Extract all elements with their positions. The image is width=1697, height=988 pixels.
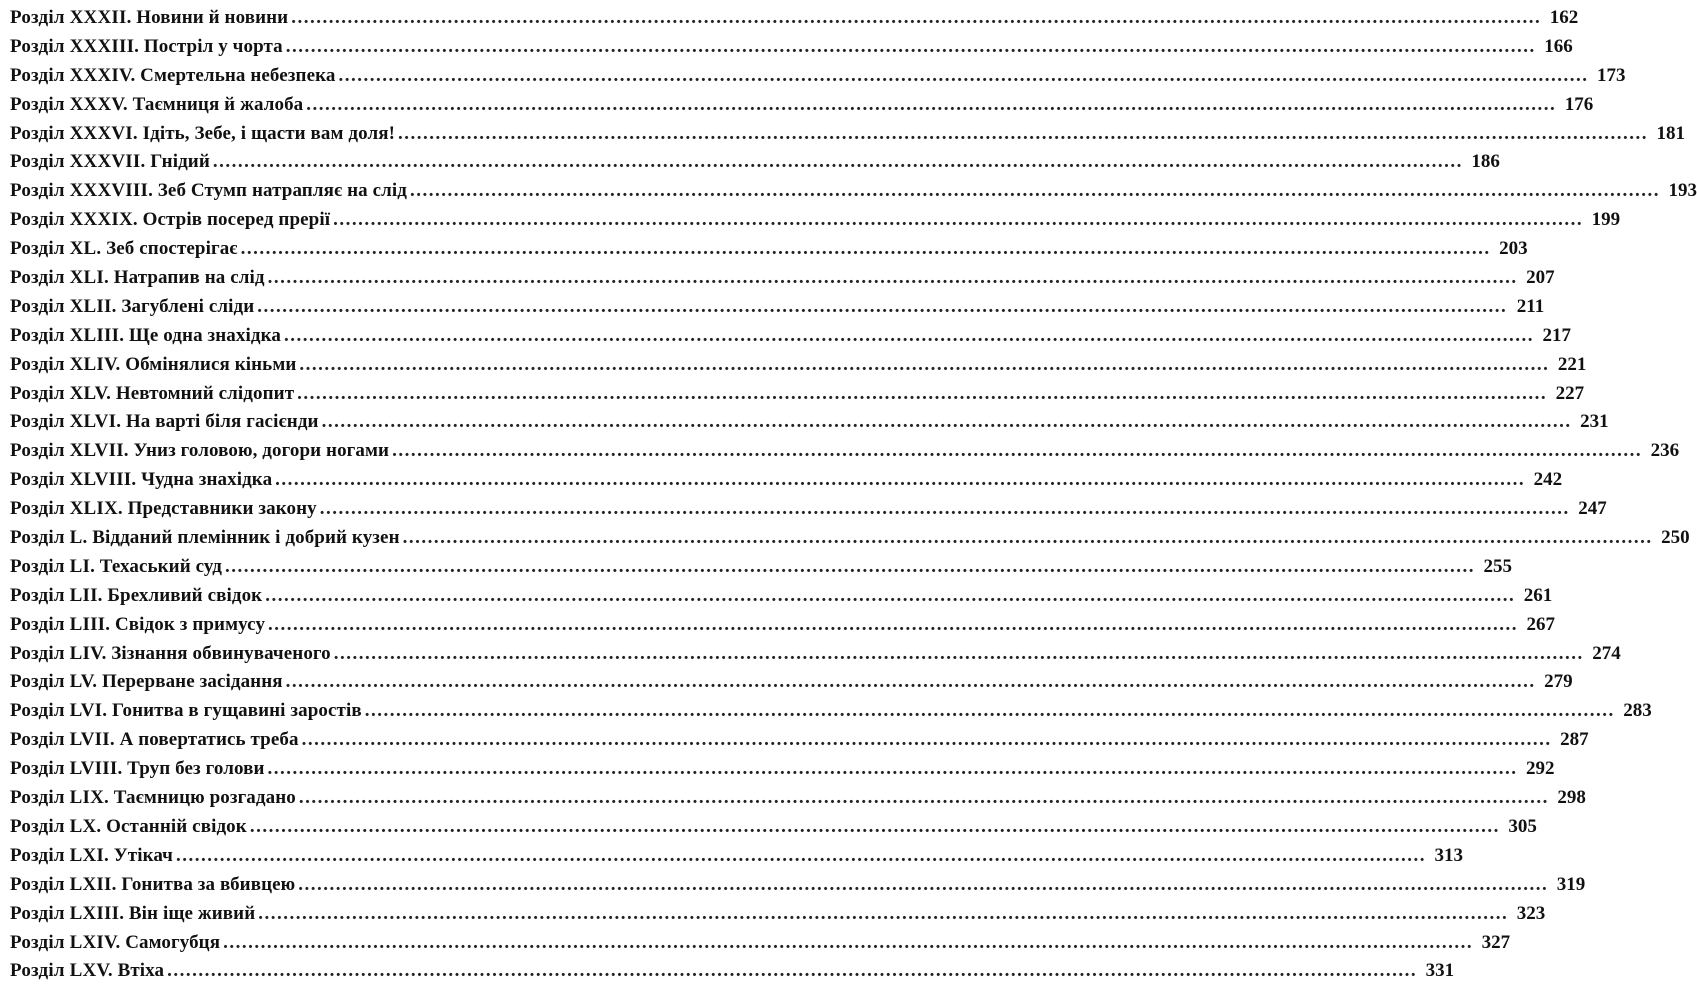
toc-entry xyxy=(10,33,1573,62)
dot-leader: ........................................................................................................................................................................................................ xyxy=(333,209,1584,231)
chapter-label: Розділ XXXVII. xyxy=(10,151,146,173)
page-number: 287 xyxy=(1560,729,1589,751)
page-number: 186 xyxy=(1471,151,1500,173)
chapter-title: Зеб Стумп натрапляє на слід xyxy=(157,180,408,202)
chapter-label: Розділ XLIV. xyxy=(10,353,121,375)
toc-entry xyxy=(10,524,1690,553)
page-number: 279 xyxy=(1544,671,1573,693)
dot-leader: ........................................................................................................................................................................................................ xyxy=(398,122,1649,144)
page-number: 193 xyxy=(1668,180,1697,202)
chapter-label: Розділ XL. xyxy=(10,238,102,260)
page-number: 162 xyxy=(1549,7,1579,28)
chapter-label: Розділ XXXIX. xyxy=(10,209,138,231)
chapter-title: Униз головою, догори ногами xyxy=(133,440,390,462)
dot-leader: ........................................................................................................................................................................................................ xyxy=(225,555,1476,577)
chapter-label: Розділ XXXIII. xyxy=(10,35,140,57)
toc-entry xyxy=(10,900,1546,929)
dot-leader: ........................................................................................................................................................................................................ xyxy=(283,324,1534,346)
page-number: 231 xyxy=(1580,411,1609,433)
toc-entry xyxy=(10,929,1511,958)
dot-leader: ........................................................................................................................................................................................................ xyxy=(321,411,1572,433)
chapter-label: Розділ LX. xyxy=(10,815,102,837)
toc-entry xyxy=(10,120,1686,149)
chapter-label: Розділ LI. xyxy=(10,555,96,577)
chapter-title: Новини й новини xyxy=(136,7,289,28)
chapter-title: Представники закону xyxy=(127,498,317,520)
chapter-title: Гнідий xyxy=(150,151,210,173)
chapter-label: Розділ LXIII. xyxy=(10,902,125,924)
toc-entry xyxy=(10,553,1513,582)
toc-entry xyxy=(10,264,1555,293)
chapter-label: Розділ XLII. xyxy=(10,295,117,317)
chapter-label: Розділ LXV. xyxy=(10,960,113,982)
toc-entry xyxy=(10,582,1553,611)
toc-entry xyxy=(10,466,1563,495)
dot-leader: ........................................................................................................................................................................................................ xyxy=(402,527,1653,549)
chapter-label: Розділ XLV. xyxy=(10,382,112,404)
page-number: 283 xyxy=(1623,700,1652,722)
page-number: 217 xyxy=(1542,324,1571,346)
page-number: 199 xyxy=(1591,209,1621,231)
toc-entry xyxy=(10,206,1621,235)
dot-leader: ........................................................................................................................................................................................................ xyxy=(291,7,1542,28)
page-number: 319 xyxy=(1556,873,1586,895)
page-number: 242 xyxy=(1533,469,1563,491)
page-number: 323 xyxy=(1516,902,1546,924)
dot-leader: ........................................................................................................................................................................................................ xyxy=(298,873,1549,895)
toc-entry xyxy=(10,62,1626,91)
chapter-title: Невтомний слідопит xyxy=(115,382,295,404)
page-number: 261 xyxy=(1523,584,1553,606)
dot-leader: ........................................................................................................................................................................................................ xyxy=(297,382,1548,404)
toc-entry xyxy=(10,726,1589,755)
chapter-label: Розділ LIII. xyxy=(10,613,111,635)
page-number: 207 xyxy=(1526,267,1555,289)
chapter-label: Розділ XXXV. xyxy=(10,93,128,115)
page-number: 173 xyxy=(1596,64,1626,86)
toc-entry xyxy=(10,408,1609,437)
dot-leader: ........................................................................................................................................................................................................ xyxy=(285,671,1536,693)
dot-leader: ........................................................................................................................................................................................................ xyxy=(306,93,1557,115)
page-number: 267 xyxy=(1526,613,1556,635)
chapter-title: Брехливий свідок xyxy=(107,584,263,606)
dot-leader: ........................................................................................................................................................................................................ xyxy=(212,151,1463,173)
toc-entry xyxy=(10,293,1545,322)
chapter-label: Розділ XXXVI. xyxy=(10,122,138,144)
chapter-title: Таємниця й жалоба xyxy=(132,93,304,115)
chapter-title: Обмінялися кіньми xyxy=(125,353,297,375)
page-number: 211 xyxy=(1516,295,1545,317)
chapter-title: Ідіть, Зебе, і щасти вам доля! xyxy=(142,122,396,144)
chapter-title: Гонитва за вбивцею xyxy=(121,873,296,895)
page-number: 247 xyxy=(1578,498,1607,520)
dot-leader: ........................................................................................................................................................................................................ xyxy=(167,960,1418,982)
dot-leader: ........................................................................................................................................................................................................ xyxy=(268,613,1519,635)
page-number: 221 xyxy=(1557,353,1587,375)
dot-leader: ........................................................................................................................................................................................................ xyxy=(240,238,1491,260)
chapter-label: Розділ LVII. xyxy=(10,729,115,751)
chapter-title: А повертатись треба xyxy=(119,729,299,751)
chapter-label: Розділ XLVII. xyxy=(10,440,129,462)
chapter-title: На варті біля гасієнди xyxy=(125,411,319,433)
chapter-title: Гонитва в гущавині заростів xyxy=(111,700,362,722)
dot-leader: ........................................................................................................................................................................................................ xyxy=(319,498,1570,520)
page-number: 255 xyxy=(1483,555,1513,577)
chapter-label: Розділ XLI. xyxy=(10,267,109,289)
chapter-title: Самогубця xyxy=(125,931,221,953)
chapter-title: Перерване засідання xyxy=(101,671,283,693)
chapter-title: Острів посеред прерії xyxy=(142,209,331,231)
chapter-title: Труп без голови xyxy=(127,758,265,780)
toc-entry xyxy=(10,4,1579,33)
page-number: 274 xyxy=(1592,642,1621,664)
chapter-title: Ще одна знахідка xyxy=(128,324,281,346)
toc-entry xyxy=(10,755,1555,784)
toc-entry xyxy=(10,177,1697,206)
chapter-label: Розділ LIV. xyxy=(10,642,107,664)
chapter-label: Розділ XXXIV. xyxy=(10,64,136,86)
toc-entry xyxy=(10,351,1587,380)
chapter-label: Розділ XLVIII. xyxy=(10,469,137,491)
page-number: 313 xyxy=(1434,844,1463,866)
page-number: 327 xyxy=(1481,931,1511,953)
page-number: 203 xyxy=(1499,238,1528,260)
dot-leader: ........................................................................................................................................................................................................ xyxy=(267,267,1518,289)
dot-leader: ........................................................................................................................................................................................................ xyxy=(257,295,1508,317)
page-number: 292 xyxy=(1526,758,1555,780)
chapter-title: Натрапив на слід xyxy=(113,267,265,289)
toc-entry xyxy=(10,148,1500,177)
chapter-title: Свідок з примусу xyxy=(114,613,266,635)
page-number: 331 xyxy=(1425,960,1455,982)
chapter-title: Відданий племінник і добрий кузен xyxy=(92,527,400,549)
chapter-title: Зеб спостерігає xyxy=(106,238,238,260)
chapter-label: Розділ XLIX. xyxy=(10,498,123,520)
chapter-label: Розділ LXI. xyxy=(10,844,109,866)
dot-leader: ........................................................................................................................................................................................................ xyxy=(223,931,1474,953)
chapter-label: Розділ LVI. xyxy=(10,700,108,722)
page-number: 166 xyxy=(1544,35,1573,57)
dot-leader: ........................................................................................................................................................................................................ xyxy=(299,353,1550,375)
chapter-title: Загублені сліди xyxy=(121,295,255,317)
toc-entry xyxy=(10,784,1586,813)
page-number: 305 xyxy=(1508,815,1537,837)
chapter-label: Розділ L. xyxy=(10,527,88,549)
chapter-label: Розділ XXXII. xyxy=(10,7,132,28)
dot-leader: ........................................................................................................................................................................................................ xyxy=(392,440,1643,462)
chapter-title: Останній свідок xyxy=(106,815,247,837)
chapter-title: Постріл у чорта xyxy=(143,35,283,57)
toc-entry xyxy=(10,437,1680,466)
toc-entry xyxy=(10,640,1621,669)
toc-entry xyxy=(10,871,1586,900)
chapter-title: Смертельна небезпека xyxy=(140,64,336,86)
chapter-label: Розділ XXXVIII. xyxy=(10,180,154,202)
chapter-label: Розділ LXIV. xyxy=(10,931,121,953)
chapter-label: Розділ XLVI. xyxy=(10,411,122,433)
page-number: 176 xyxy=(1564,93,1594,115)
chapter-title: Таємницю розгадано xyxy=(113,787,296,809)
toc-entry xyxy=(10,322,1571,351)
page-number: 227 xyxy=(1555,382,1585,404)
chapter-title: Техаський суд xyxy=(99,555,223,577)
dot-leader: ........................................................................................................................................................................................................ xyxy=(258,902,1509,924)
chapter-label: Розділ LVIII. xyxy=(10,758,123,780)
page-number: 250 xyxy=(1661,527,1690,549)
dot-leader: ........................................................................................................................................................................................................ xyxy=(285,35,1536,57)
dot-leader: ........................................................................................................................................................................................................ xyxy=(249,815,1500,837)
dot-leader: ........................................................................................................................................................................................................ xyxy=(275,469,1526,491)
toc-entry xyxy=(10,495,1607,524)
chapter-label: Розділ LII. xyxy=(10,584,103,606)
dot-leader: ........................................................................................................................................................................................................ xyxy=(265,584,1516,606)
chapter-label: Розділ LXII. xyxy=(10,873,117,895)
dot-leader: ........................................................................................................................................................................................................ xyxy=(410,180,1661,202)
chapter-label: Розділ LV. xyxy=(10,671,98,693)
page-number: 236 xyxy=(1650,440,1680,462)
toc-entry xyxy=(10,91,1594,120)
dot-leader: ........................................................................................................................................................................................................ xyxy=(267,758,1518,780)
toc-entry xyxy=(10,813,1537,842)
dot-leader: ........................................................................................................................................................................................................ xyxy=(301,729,1552,751)
chapter-title: Втіха xyxy=(117,960,165,982)
toc-entry xyxy=(10,380,1585,409)
toc-entry xyxy=(10,235,1528,264)
page-number: 298 xyxy=(1557,787,1586,809)
table-of-contents xyxy=(10,4,1697,986)
toc-entry xyxy=(10,697,1652,726)
dot-leader: ........................................................................................................................................................................................................ xyxy=(333,642,1584,664)
page-number: 181 xyxy=(1656,122,1686,144)
chapter-title: Чудна знахідка xyxy=(141,469,273,491)
dot-leader: ........................................................................................................................................................................................................ xyxy=(176,844,1426,866)
dot-leader: ........................................................................................................................................................................................................ xyxy=(338,64,1589,86)
dot-leader: ........................................................................................................................................................................................................ xyxy=(298,787,1549,809)
chapter-label: Розділ XLIII. xyxy=(10,324,125,346)
chapter-label: Розділ LIX. xyxy=(10,787,109,809)
toc-entry xyxy=(10,957,1455,986)
toc-entry xyxy=(10,611,1556,640)
toc-entry xyxy=(10,668,1573,697)
chapter-title: Він іще живий xyxy=(128,902,256,924)
chapter-title: Зізнання обвинуваченого xyxy=(111,642,331,664)
toc-entry xyxy=(10,842,1463,871)
chapter-title: Утікач xyxy=(113,844,173,866)
dot-leader: ........................................................................................................................................................................................................ xyxy=(364,700,1615,722)
